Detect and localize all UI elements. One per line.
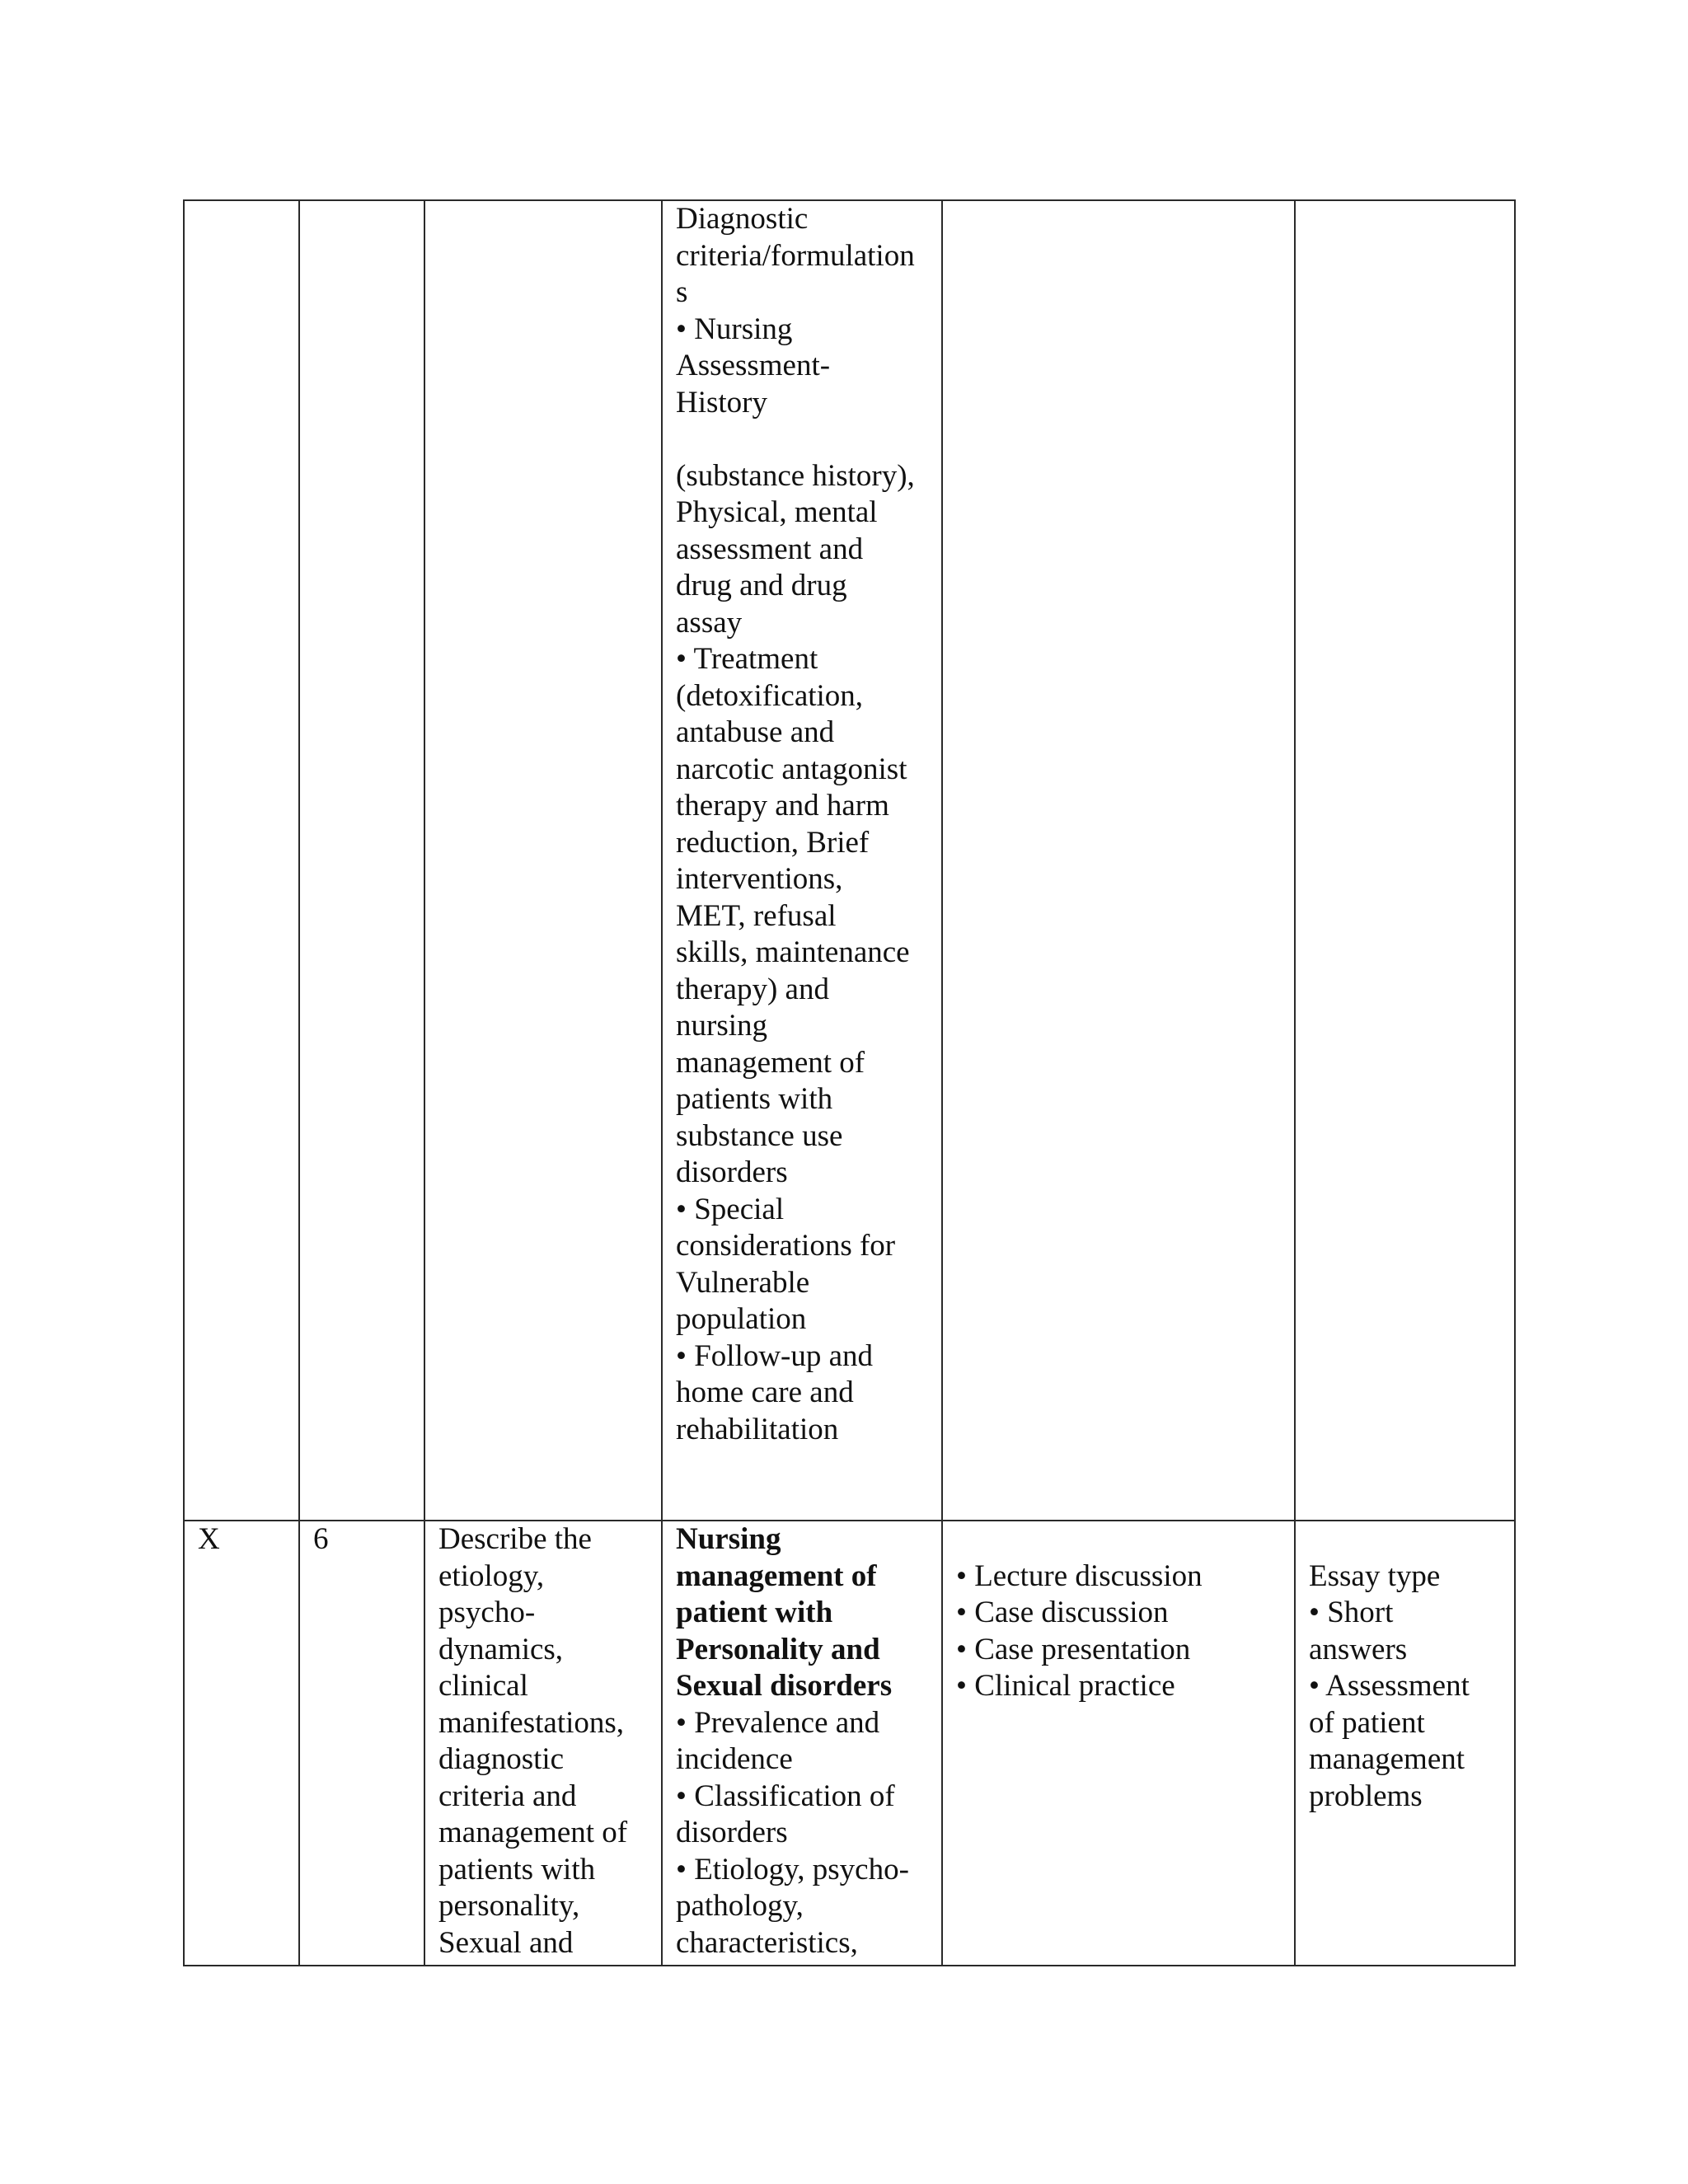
text-line: management bbox=[1309, 1742, 1465, 1776]
text-line: drug and drug bbox=[676, 569, 847, 602]
text-line: MET, refusal bbox=[676, 898, 837, 933]
text-line: • Etiology, psycho- bbox=[676, 1852, 909, 1886]
text-line: management of bbox=[676, 1045, 865, 1080]
text-line: Nursing bbox=[676, 1522, 781, 1556]
text-line: antabuse and bbox=[676, 715, 835, 749]
assessment-cell bbox=[1295, 200, 1515, 1521]
content-cell bbox=[662, 1521, 942, 1966]
table-row bbox=[184, 1521, 1515, 1966]
text-line: (substance history), bbox=[676, 458, 915, 493]
text-line: answers bbox=[1309, 1632, 1408, 1666]
text-line: • Prevalence and bbox=[676, 1705, 880, 1740]
text-line: • Clinical practice bbox=[956, 1669, 1175, 1703]
text-line: Physical, mental bbox=[676, 495, 878, 529]
text-line: interventions, bbox=[676, 862, 843, 896]
text-line: Sexual and bbox=[438, 1925, 574, 1960]
text-line: Essay type bbox=[1309, 1558, 1441, 1593]
text-line: • Lecture discussion bbox=[956, 1558, 1203, 1593]
text-line: criteria/formulation bbox=[676, 238, 915, 273]
text-line: diagnostic bbox=[438, 1742, 565, 1776]
text-line: nursing bbox=[676, 1009, 767, 1043]
text-line: criteria and bbox=[438, 1779, 577, 1813]
content-heading bbox=[676, 1521, 928, 1705]
syllabus-table bbox=[183, 199, 1516, 1966]
content-text bbox=[676, 201, 928, 1448]
text-line: management of bbox=[676, 1558, 877, 1593]
text-line: History bbox=[676, 385, 767, 419]
assessment-list bbox=[1309, 1521, 1501, 1815]
teaching-methods-list bbox=[956, 1521, 1281, 1705]
text-line: disorders bbox=[676, 1816, 788, 1849]
text-line: therapy and harm bbox=[676, 789, 889, 823]
objective-text bbox=[438, 1521, 648, 1961]
text-line: incidence bbox=[676, 1742, 793, 1776]
assessment-cell bbox=[1295, 1521, 1515, 1966]
hours-value: 6 bbox=[313, 1522, 329, 1556]
text-line: psycho- bbox=[438, 1596, 536, 1629]
text-line: problems bbox=[1309, 1779, 1423, 1813]
text-line: reduction, Brief bbox=[676, 825, 870, 860]
text-line: • Case discussion bbox=[956, 1596, 1169, 1629]
text-line: substance use bbox=[676, 1118, 843, 1153]
text-line: patients with bbox=[676, 1082, 833, 1116]
unit-cell bbox=[184, 200, 299, 1521]
text-line: • Special bbox=[676, 1192, 785, 1226]
text-line: patient with bbox=[676, 1596, 833, 1629]
text-line: pathology, bbox=[676, 1889, 804, 1923]
teaching-methods-cell bbox=[942, 1521, 1295, 1966]
text-line: • Short bbox=[1309, 1596, 1394, 1629]
text-line: s bbox=[676, 275, 688, 309]
text-line: considerations for bbox=[676, 1229, 896, 1263]
text-line: Assessment- bbox=[676, 349, 831, 382]
hours-cell bbox=[299, 1521, 424, 1966]
text-line: Personality and bbox=[676, 1632, 880, 1666]
text-line: • Follow-up and bbox=[676, 1338, 874, 1373]
text-line: (detoxification, bbox=[676, 678, 864, 713]
text-line: management of bbox=[438, 1816, 628, 1849]
text-line: of patient bbox=[1309, 1705, 1425, 1740]
content-cell bbox=[662, 200, 942, 1521]
text-line: • Classification of bbox=[676, 1779, 895, 1813]
text-line: skills, maintenance bbox=[676, 935, 910, 969]
text-line: Vulnerable bbox=[676, 1265, 810, 1300]
unit-cell bbox=[184, 1521, 299, 1966]
text-line: clinical bbox=[438, 1669, 528, 1703]
text-line: disorders bbox=[676, 1155, 788, 1189]
objective-cell bbox=[424, 1521, 662, 1966]
text-line: • Assessment bbox=[1309, 1669, 1470, 1703]
text-line: manifestations, bbox=[438, 1705, 625, 1740]
hours-cell bbox=[299, 200, 424, 1521]
text-line: therapy) and bbox=[676, 972, 829, 1006]
text-line: rehabilitation bbox=[676, 1412, 839, 1446]
text-line: • Nursing bbox=[676, 312, 793, 346]
text-line: • Case presentation bbox=[956, 1632, 1191, 1666]
text-line: dynamics, bbox=[438, 1632, 564, 1666]
text-line: Sexual disorders bbox=[676, 1669, 893, 1703]
objective-cell bbox=[424, 200, 662, 1521]
text-line: home care and bbox=[676, 1376, 854, 1409]
table-row bbox=[184, 200, 1515, 1521]
text-line: personality, bbox=[438, 1889, 580, 1923]
text-line: assay bbox=[676, 605, 743, 640]
text-line: population bbox=[676, 1302, 807, 1336]
text-line: Describe the bbox=[438, 1522, 592, 1556]
text-line: narcotic antagonist bbox=[676, 752, 907, 786]
text-line: characteristics, bbox=[676, 1925, 858, 1960]
text-line: • Treatment bbox=[676, 642, 818, 676]
content-text bbox=[676, 1705, 928, 1962]
text-line: assessment and bbox=[676, 532, 864, 566]
unit-number: X bbox=[198, 1522, 220, 1556]
text-line bbox=[676, 421, 928, 458]
text-line: Diagnostic bbox=[676, 202, 809, 236]
text-line: etiology, bbox=[438, 1558, 545, 1593]
text-line: patients with bbox=[438, 1852, 596, 1886]
teaching-methods-cell bbox=[942, 200, 1295, 1521]
